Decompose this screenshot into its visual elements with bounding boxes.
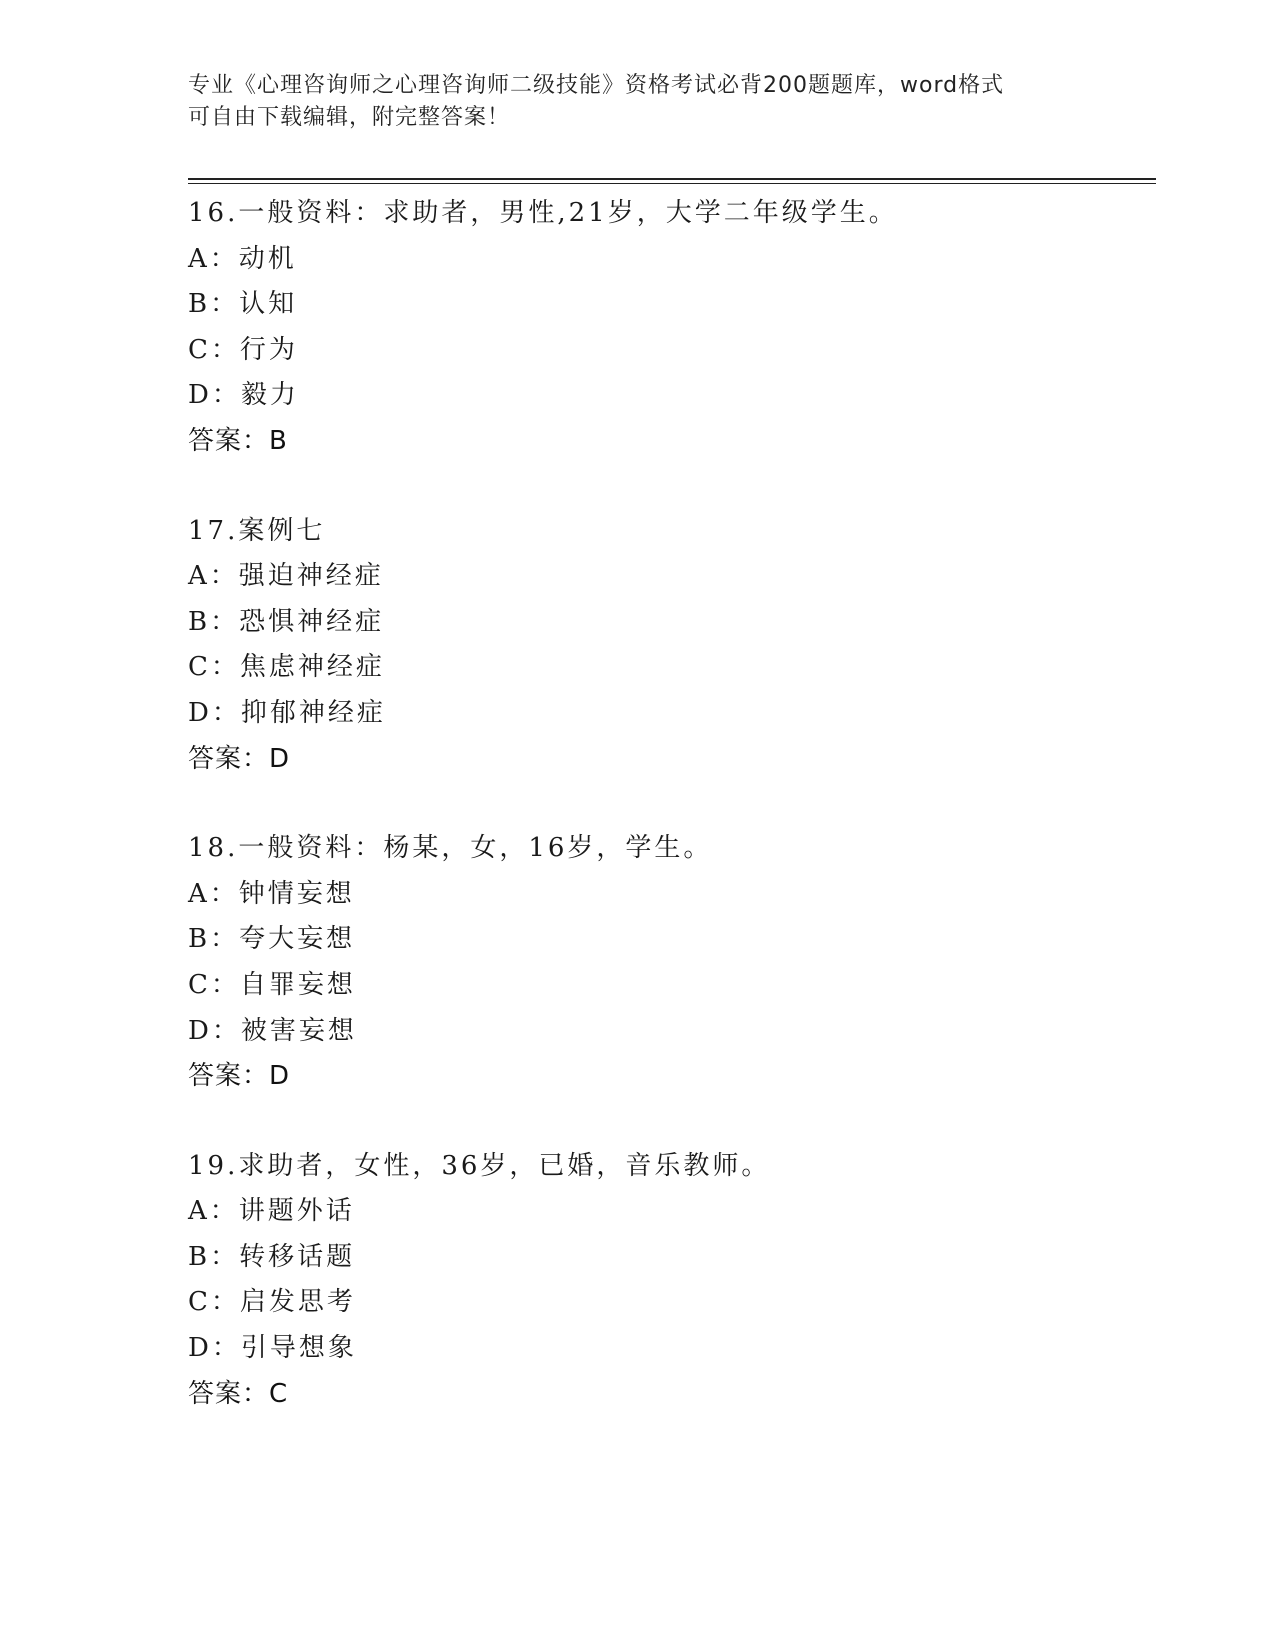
- question-item: [188, 191, 1156, 465]
- option-b: B：恐惧神经症: [188, 606, 385, 637]
- question-item: [188, 826, 1156, 1100]
- option-d: D：被害妄想: [188, 1015, 357, 1046]
- option-c: C：启发思考: [188, 1287, 356, 1318]
- option-b: B：认知: [188, 289, 298, 320]
- question-item: [188, 1144, 1156, 1418]
- header-divider-thick: [188, 178, 1156, 180]
- question-item: [188, 509, 1156, 783]
- option-b: B：夸大妄想: [188, 924, 356, 955]
- answer-line: 答案：D: [188, 1061, 291, 1092]
- header-line-1: 专业《心理咨询师之心理咨询师二级技能》资格考试必背200题题库，word格式: [188, 73, 1005, 98]
- question-list: [188, 191, 1156, 1461]
- option-a: A：钟情妄想: [188, 878, 355, 909]
- header-divider-thin: [188, 183, 1156, 184]
- option-b: B：转移话题: [188, 1241, 356, 1272]
- option-d: D：毅力: [188, 380, 299, 411]
- option-a: A：动机: [188, 243, 297, 274]
- answer-line: 答案：B: [188, 425, 288, 456]
- option-c: C：行为: [188, 334, 298, 365]
- option-c: C：焦虑神经症: [188, 652, 385, 683]
- answer-line: 答案：D: [188, 743, 291, 774]
- answer-line: 答案：C: [188, 1378, 289, 1409]
- option-d: D：抑郁神经症: [188, 697, 386, 728]
- question-stem: 19.求助者，女性，36岁，已婚，音乐教师。: [188, 1150, 771, 1181]
- option-c: C：自罪妄想: [188, 969, 356, 1000]
- option-a: A：强迫神经症: [188, 561, 384, 592]
- option-d: D：引导想象: [188, 1333, 357, 1364]
- question-stem: 16.一般资料：求助者，男性,21岁，大学二年级学生。: [188, 198, 898, 228]
- question-stem: 17.案例七: [188, 515, 326, 546]
- header-line-2: 可自由下载编辑，附完整答案！: [188, 105, 511, 130]
- document-header: [188, 70, 1088, 134]
- option-a: A：讲题外话: [188, 1196, 355, 1227]
- question-stem: 18.一般资料：杨某，女，16岁，学生。: [188, 833, 713, 864]
